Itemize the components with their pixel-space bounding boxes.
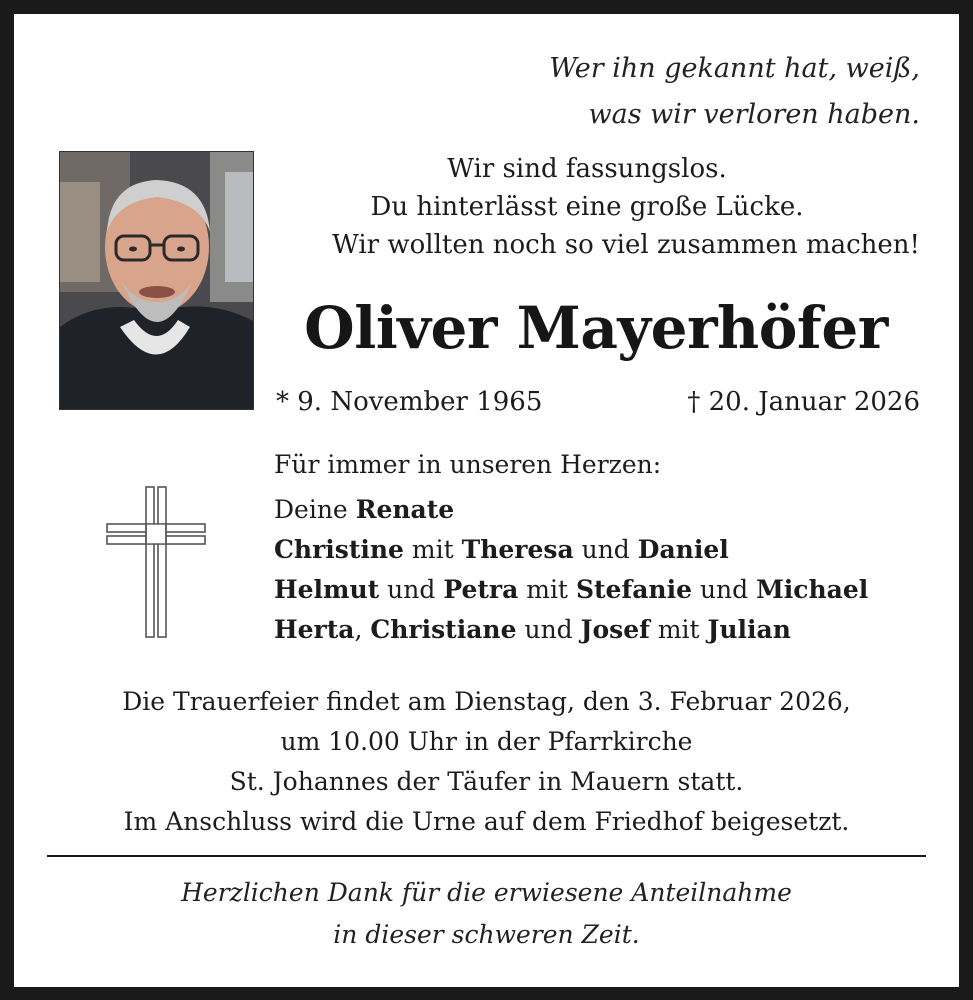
service-line-2: um 10.00 Uhr in der Pfarrkirche [280,727,693,756]
deceased-name: Oliver Mayerhöfer [304,294,888,362]
funeral-service-info [20,682,953,842]
motto-quote [549,46,920,138]
mourners-line-2 [274,530,868,570]
mourners-heading: Für immer in unseren Herzen: [274,450,662,479]
comma: , [354,615,363,644]
birth-date: * 9. November 1965 [276,387,543,417]
mourners-line-4 [274,610,868,650]
word: und [699,575,749,604]
death-date: † 20. Januar 2026 [687,387,920,417]
mourner-name: Christiane [370,615,517,644]
service-line-3: St. Johannes der Täufer in Mauern statt. [229,767,744,796]
mourner-name: Josef [580,615,650,644]
cross-icon [106,486,206,638]
motto-line-1: Wer ihn gekannt hat, weiß, [549,53,920,84]
mourner-name: Julian [707,615,791,644]
word: und [524,615,573,644]
motto-line-2: was wir verloren haben. [588,99,920,130]
intro-line-1: Wir sind fassungslos. [447,154,727,184]
intro-line-2: Du hinterlässt eine große Lücke. [370,192,804,222]
word: mit [657,615,700,644]
portrait-illustration [60,152,254,410]
mourner-name: Renate [355,495,455,524]
mourner-name: Christine [274,535,404,564]
mourner-name: Michael [756,575,869,604]
service-line-4: Im Anschluss wird die Urne auf dem Friedhof beigesetzt. [123,807,850,836]
word: und [387,575,436,604]
word: und [581,535,630,564]
portrait-photo [59,151,254,410]
word: Deine [274,495,348,524]
mourners-line-1 [274,490,868,530]
mourner-name: Herta [274,615,355,644]
mourners-list [274,490,868,650]
intro-line-3: Wir wollten noch so viel zusammen machen! [332,230,920,260]
mourner-name: Daniel [637,535,729,564]
thanks-text [20,872,953,956]
service-line-1: Die Trauerfeier findet am Dienstag, den 3. Februar 2026, [122,687,851,716]
thanks-line-2: in dieser schweren Zeit. [333,920,640,949]
thanks-line-1: Herzlichen Dank für die erwiesene Anteilnahme [181,878,792,907]
mourner-name: Theresa [461,535,574,564]
divider-line [47,855,926,857]
mourner-name: Petra [443,575,519,604]
intro-text [254,150,920,264]
word: mit [526,575,568,604]
word: mit [411,535,454,564]
mourner-name: Stefanie [575,575,692,604]
mourners-line-3 [274,570,868,610]
mourner-name: Helmut [274,575,380,604]
